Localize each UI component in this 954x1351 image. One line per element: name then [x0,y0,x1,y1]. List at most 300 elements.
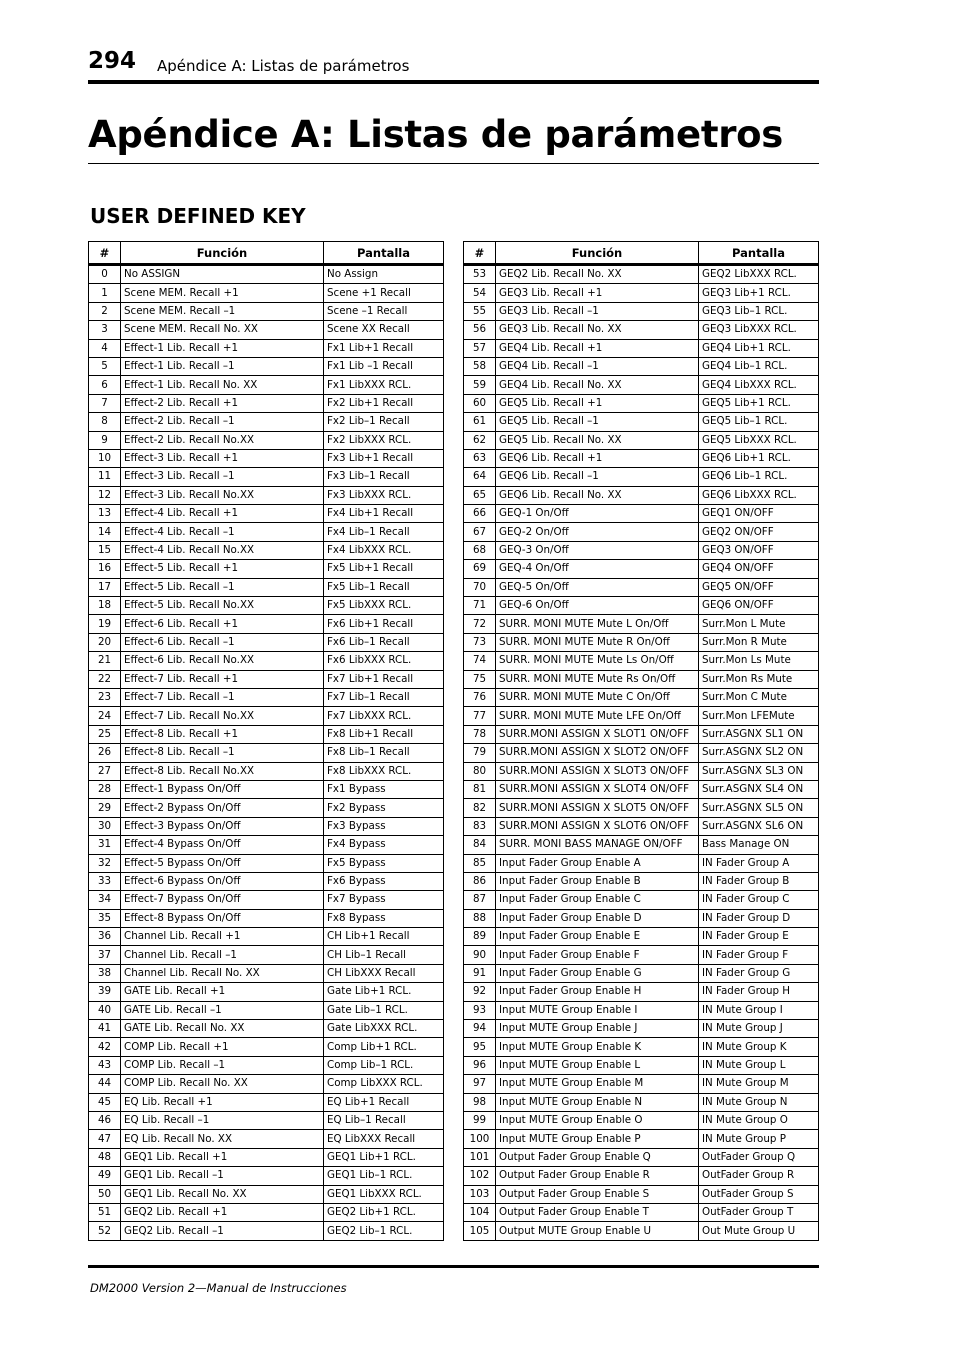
row-display: GEQ2 Lib+1 RCL. [324,1203,444,1221]
row-number: 35 [89,909,121,927]
row-number: 2 [89,302,121,320]
row-display: Surr.Mon LFEMute [699,707,819,725]
row-display: IN Fader Group C [699,891,819,909]
row-function: Input MUTE Group Enable J [496,1020,699,1038]
table-row [464,578,819,596]
row-function: Effect-6 Lib. Recall +1 [121,615,324,633]
table-row [464,909,819,927]
row-number: 22 [89,670,121,688]
table-row [464,376,819,394]
row-display: GEQ4 ON/OFF [699,560,819,578]
table-row [89,302,444,320]
row-display: Fx8 Bypass [324,909,444,927]
column-header-function: Función [121,242,324,265]
row-display: GEQ2 LibXXX RCL. [699,265,819,284]
row-number: 80 [464,762,496,780]
row-display: Fx3 Lib–1 Recall [324,468,444,486]
table-row [89,339,444,357]
table-row [464,707,819,725]
row-display: Fx5 LibXXX RCL. [324,597,444,615]
row-display: GEQ1 Lib–1 RCL. [324,1167,444,1185]
row-function: Effect-7 Lib. Recall No.XX [121,707,324,725]
row-number: 71 [464,597,496,615]
table-row [464,302,819,320]
row-number: 100 [464,1130,496,1148]
row-number: 87 [464,891,496,909]
table-row [89,928,444,946]
table-row [464,780,819,798]
row-function: SURR.MONI ASSIGN X SLOT1 ON/OFF [496,725,699,743]
row-number: 84 [464,836,496,854]
row-function: COMP Lib. Recall +1 [121,1038,324,1056]
row-display: IN Fader Group B [699,872,819,890]
row-function: Input MUTE Group Enable P [496,1130,699,1148]
row-display: GEQ5 LibXXX RCL. [699,431,819,449]
row-function: SURR. MONI MUTE Mute Rs On/Off [496,670,699,688]
table-row [89,1148,444,1166]
table-row [89,744,444,762]
row-function: Effect-7 Bypass On/Off [121,891,324,909]
row-number: 21 [89,652,121,670]
row-display: Fx1 Lib+1 Recall [324,339,444,357]
row-number: 26 [89,744,121,762]
row-display: GEQ1 LibXXX RCL. [324,1185,444,1203]
row-function: SURR. MONI BASS MANAGE ON/OFF [496,836,699,854]
row-display: GEQ6 ON/OFF [699,597,819,615]
table-row [464,431,819,449]
section-title: USER DEFINED KEY [90,204,306,228]
footer-text: DM2000 Version 2—Manual de Instrucciones [90,1281,347,1295]
row-number: 25 [89,725,121,743]
row-function: GEQ6 Lib. Recall +1 [496,449,699,467]
row-function: GEQ5 Lib. Recall +1 [496,394,699,412]
row-number: 77 [464,707,496,725]
row-function: SURR. MONI MUTE Mute L On/Off [496,615,699,633]
row-display: CH Lib–1 Recall [324,946,444,964]
row-display: GEQ4 Lib+1 RCL. [699,339,819,357]
row-number: 27 [89,762,121,780]
row-display: GEQ3 Lib+1 RCL. [699,284,819,302]
row-number: 58 [464,357,496,375]
row-display: GEQ5 ON/OFF [699,578,819,596]
row-display: IN Fader Group A [699,854,819,872]
row-number: 90 [464,946,496,964]
row-function: Effect-2 Lib. Recall No.XX [121,431,324,449]
row-number: 82 [464,799,496,817]
table-row [464,964,819,982]
row-number: 40 [89,1001,121,1019]
row-function: Channel Lib. Recall –1 [121,946,324,964]
row-number: 47 [89,1130,121,1148]
table-row [89,449,444,467]
table-row [464,413,819,431]
row-number: 29 [89,799,121,817]
row-display: Fx8 LibXXX RCL. [324,762,444,780]
row-number: 0 [89,265,121,284]
row-number: 81 [464,780,496,798]
table-row [464,1111,819,1129]
row-display: Scene +1 Recall [324,284,444,302]
row-display: Surr.ASGNX SL2 ON [699,744,819,762]
row-number: 62 [464,431,496,449]
table-row [464,449,819,467]
table-row [89,486,444,504]
row-display: EQ Lib+1 Recall [324,1093,444,1111]
row-number: 93 [464,1001,496,1019]
row-function: GEQ4 Lib. Recall No. XX [496,376,699,394]
row-function: Effect-8 Lib. Recall No.XX [121,762,324,780]
row-number: 104 [464,1203,496,1221]
row-function: Effect-1 Lib. Recall –1 [121,357,324,375]
row-number: 61 [464,413,496,431]
row-number: 33 [89,872,121,890]
row-function: Effect-8 Bypass On/Off [121,909,324,927]
row-number: 53 [464,265,496,284]
row-display: Fx1 Bypass [324,780,444,798]
table-row [89,394,444,412]
table-row [89,541,444,559]
table-row [464,1222,819,1240]
table-row [89,1111,444,1129]
row-display: Fx6 Lib+1 Recall [324,615,444,633]
table-row [464,468,819,486]
row-display: Surr.Mon Ls Mute [699,652,819,670]
table-row [464,854,819,872]
table-header-row [464,242,819,265]
table-row [464,505,819,523]
table-row [89,707,444,725]
column-header-display: Pantalla [324,242,444,265]
table-row [464,541,819,559]
row-function: Input Fader Group Enable D [496,909,699,927]
table-row [89,1038,444,1056]
row-number: 4 [89,339,121,357]
table-row [89,1203,444,1221]
row-display: Fx7 Lib–1 Recall [324,688,444,706]
table-row [89,1020,444,1038]
row-number: 78 [464,725,496,743]
row-function: Channel Lib. Recall +1 [121,928,324,946]
row-function: Input Fader Group Enable B [496,872,699,890]
table-row [89,560,444,578]
row-number: 34 [89,891,121,909]
row-number: 51 [89,1203,121,1221]
row-display: Fx2 Lib–1 Recall [324,413,444,431]
row-display: Fx4 Lib+1 Recall [324,505,444,523]
row-function: GEQ3 Lib. Recall –1 [496,302,699,320]
row-display: Fx2 Lib+1 Recall [324,394,444,412]
row-number: 5 [89,357,121,375]
row-function: Effect-2 Bypass On/Off [121,799,324,817]
table-row [89,762,444,780]
row-function: GEQ5 Lib. Recall No. XX [496,431,699,449]
row-number: 6 [89,376,121,394]
row-number: 69 [464,560,496,578]
row-display: Fx6 LibXXX RCL. [324,652,444,670]
row-function: GEQ-2 On/Off [496,523,699,541]
row-number: 59 [464,376,496,394]
row-display: Comp LibXXX RCL. [324,1075,444,1093]
row-display: Fx3 Bypass [324,817,444,835]
row-number: 12 [89,486,121,504]
row-number: 60 [464,394,496,412]
row-function: Output Fader Group Enable T [496,1203,699,1221]
table-row [464,1001,819,1019]
row-function: Effect-7 Lib. Recall +1 [121,670,324,688]
page-number: 294 [88,48,137,74]
row-display: EQ Lib–1 Recall [324,1111,444,1129]
table-row [89,321,444,339]
row-number: 38 [89,964,121,982]
row-number: 54 [464,284,496,302]
row-function: Effect-4 Bypass On/Off [121,836,324,854]
row-display: GEQ5 Lib–1 RCL. [699,413,819,431]
row-number: 74 [464,652,496,670]
row-display: Surr.Mon L Mute [699,615,819,633]
row-function: SURR.MONI ASSIGN X SLOT2 ON/OFF [496,744,699,762]
row-display: IN Fader Group E [699,928,819,946]
table-row [89,983,444,1001]
row-function: Output Fader Group Enable S [496,1185,699,1203]
row-display: Fx6 Lib–1 Recall [324,633,444,651]
table-row [464,891,819,909]
row-display: Out Mute Group U [699,1222,819,1240]
row-display: Fx5 Lib+1 Recall [324,560,444,578]
row-display: Fx7 Bypass [324,891,444,909]
row-display: EQ LibXXX Recall [324,1130,444,1148]
row-function: Effect-4 Lib. Recall –1 [121,523,324,541]
table-row [89,652,444,670]
row-number: 65 [464,486,496,504]
footer-rule [88,1265,819,1268]
row-function: Effect-5 Lib. Recall +1 [121,560,324,578]
row-function: EQ Lib. Recall No. XX [121,1130,324,1148]
row-function: GEQ-4 On/Off [496,560,699,578]
table-row [464,872,819,890]
row-function: Effect-1 Lib. Recall +1 [121,339,324,357]
table-row [464,265,819,284]
row-function: Effect-1 Bypass On/Off [121,780,324,798]
row-number: 1 [89,284,121,302]
table-row [464,1093,819,1111]
row-function: GEQ2 Lib. Recall +1 [121,1203,324,1221]
row-display: Comp Lib–1 RCL. [324,1056,444,1074]
row-function: Scene MEM. Recall +1 [121,284,324,302]
column-header-num: # [464,242,496,265]
row-display: Surr.Mon R Mute [699,633,819,651]
row-display: IN Mute Group O [699,1111,819,1129]
row-function: SURR.MONI ASSIGN X SLOT6 ON/OFF [496,817,699,835]
row-display: IN Fader Group G [699,964,819,982]
row-number: 41 [89,1020,121,1038]
row-display: Fx8 Lib+1 Recall [324,725,444,743]
row-function: GEQ6 Lib. Recall –1 [496,468,699,486]
row-function: Scene MEM. Recall –1 [121,302,324,320]
table-row [89,615,444,633]
row-number: 9 [89,431,121,449]
row-function: Effect-4 Lib. Recall No.XX [121,541,324,559]
table-row [89,946,444,964]
column-header-num: # [89,242,121,265]
row-function: EQ Lib. Recall –1 [121,1111,324,1129]
table-row [89,284,444,302]
row-function: GEQ-3 On/Off [496,541,699,559]
row-function: Output Fader Group Enable Q [496,1148,699,1166]
row-display: Fx5 Lib–1 Recall [324,578,444,596]
table-row [464,762,819,780]
table-row [464,817,819,835]
row-number: 52 [89,1222,121,1240]
table-row [89,523,444,541]
row-display: Surr.ASGNX SL4 ON [699,780,819,798]
table-row [464,1148,819,1166]
parameter-table-right [463,241,819,1241]
row-display: Fx5 Bypass [324,854,444,872]
row-function: Scene MEM. Recall No. XX [121,321,324,339]
table-header-row [89,242,444,265]
row-function: GEQ4 Lib. Recall +1 [496,339,699,357]
row-display: Fx1 Lib –1 Recall [324,357,444,375]
table-row [464,1185,819,1203]
table-row [464,597,819,615]
row-function: Input MUTE Group Enable K [496,1038,699,1056]
row-display: OutFader Group T [699,1203,819,1221]
row-number: 83 [464,817,496,835]
row-function: GEQ4 Lib. Recall –1 [496,357,699,375]
row-display: GEQ5 Lib+1 RCL. [699,394,819,412]
row-number: 76 [464,688,496,706]
row-function: Effect-8 Lib. Recall –1 [121,744,324,762]
table-row [464,836,819,854]
row-function: Input Fader Group Enable F [496,946,699,964]
row-number: 98 [464,1093,496,1111]
table-row [89,468,444,486]
row-number: 39 [89,983,121,1001]
table-row [464,670,819,688]
row-function: Effect-5 Lib. Recall –1 [121,578,324,596]
row-number: 46 [89,1111,121,1129]
table-row [89,817,444,835]
table-row [464,1056,819,1074]
row-function: Input MUTE Group Enable N [496,1093,699,1111]
row-number: 24 [89,707,121,725]
table-row [89,854,444,872]
row-display: IN Fader Group H [699,983,819,1001]
row-number: 103 [464,1185,496,1203]
title-rule [88,163,819,164]
row-function: Input Fader Group Enable A [496,854,699,872]
table-row [89,578,444,596]
table-row [464,799,819,817]
row-display: Comp Lib+1 RCL. [324,1038,444,1056]
row-display: GEQ2 Lib–1 RCL. [324,1222,444,1240]
table-row [89,357,444,375]
row-display: GEQ4 LibXXX RCL. [699,376,819,394]
column-header-function: Función [496,242,699,265]
row-number: 14 [89,523,121,541]
table-row [89,836,444,854]
row-function: EQ Lib. Recall +1 [121,1093,324,1111]
row-number: 20 [89,633,121,651]
row-number: 102 [464,1167,496,1185]
table-row [89,909,444,927]
row-function: Effect-2 Lib. Recall +1 [121,394,324,412]
row-number: 94 [464,1020,496,1038]
row-number: 43 [89,1056,121,1074]
row-function: SURR. MONI MUTE Mute Ls On/Off [496,652,699,670]
row-number: 66 [464,505,496,523]
row-number: 16 [89,560,121,578]
row-number: 96 [464,1056,496,1074]
row-number: 79 [464,744,496,762]
row-number: 28 [89,780,121,798]
table-row [89,1001,444,1019]
table-row [89,1167,444,1185]
row-number: 42 [89,1038,121,1056]
row-display: Scene –1 Recall [324,302,444,320]
row-display: IN Fader Group F [699,946,819,964]
row-function: GEQ6 Lib. Recall No. XX [496,486,699,504]
row-function: Effect-3 Lib. Recall –1 [121,468,324,486]
row-display: IN Mute Group I [699,1001,819,1019]
row-number: 48 [89,1148,121,1166]
table-row [464,394,819,412]
header-rule [88,80,819,84]
row-display: Fx4 LibXXX RCL. [324,541,444,559]
row-number: 72 [464,615,496,633]
table-row [89,780,444,798]
table-row [464,1167,819,1185]
row-function: Input Fader Group Enable H [496,983,699,1001]
table-row [464,688,819,706]
row-function: SURR.MONI ASSIGN X SLOT4 ON/OFF [496,780,699,798]
row-display: Bass Manage ON [699,836,819,854]
row-display: GEQ6 Lib–1 RCL. [699,468,819,486]
row-function: GEQ2 Lib. Recall No. XX [496,265,699,284]
row-number: 18 [89,597,121,615]
row-function: Effect-6 Lib. Recall No.XX [121,652,324,670]
row-number: 86 [464,872,496,890]
table-row [89,633,444,651]
table-row [89,964,444,982]
row-function: Effect-2 Lib. Recall –1 [121,413,324,431]
row-display: GEQ6 Lib+1 RCL. [699,449,819,467]
row-number: 55 [464,302,496,320]
row-display: Fx8 Lib–1 Recall [324,744,444,762]
table-row [89,376,444,394]
table-row [464,652,819,670]
row-display: Surr.ASGNX SL6 ON [699,817,819,835]
row-display: IN Mute Group N [699,1093,819,1111]
row-function: Effect-4 Lib. Recall +1 [121,505,324,523]
row-number: 70 [464,578,496,596]
table-row [89,891,444,909]
row-display: Fx4 Bypass [324,836,444,854]
table-row [464,928,819,946]
row-display: Surr.ASGNX SL5 ON [699,799,819,817]
row-function: Input Fader Group Enable G [496,964,699,982]
row-function: GATE Lib. Recall No. XX [121,1020,324,1038]
row-display: OutFader Group R [699,1167,819,1185]
row-number: 57 [464,339,496,357]
row-display: GEQ2 ON/OFF [699,523,819,541]
row-display: IN Fader Group D [699,909,819,927]
row-function: GEQ5 Lib. Recall –1 [496,413,699,431]
row-display: GEQ6 LibXXX RCL. [699,486,819,504]
row-number: 56 [464,321,496,339]
row-display: IN Mute Group J [699,1020,819,1038]
row-display: IN Mute Group P [699,1130,819,1148]
